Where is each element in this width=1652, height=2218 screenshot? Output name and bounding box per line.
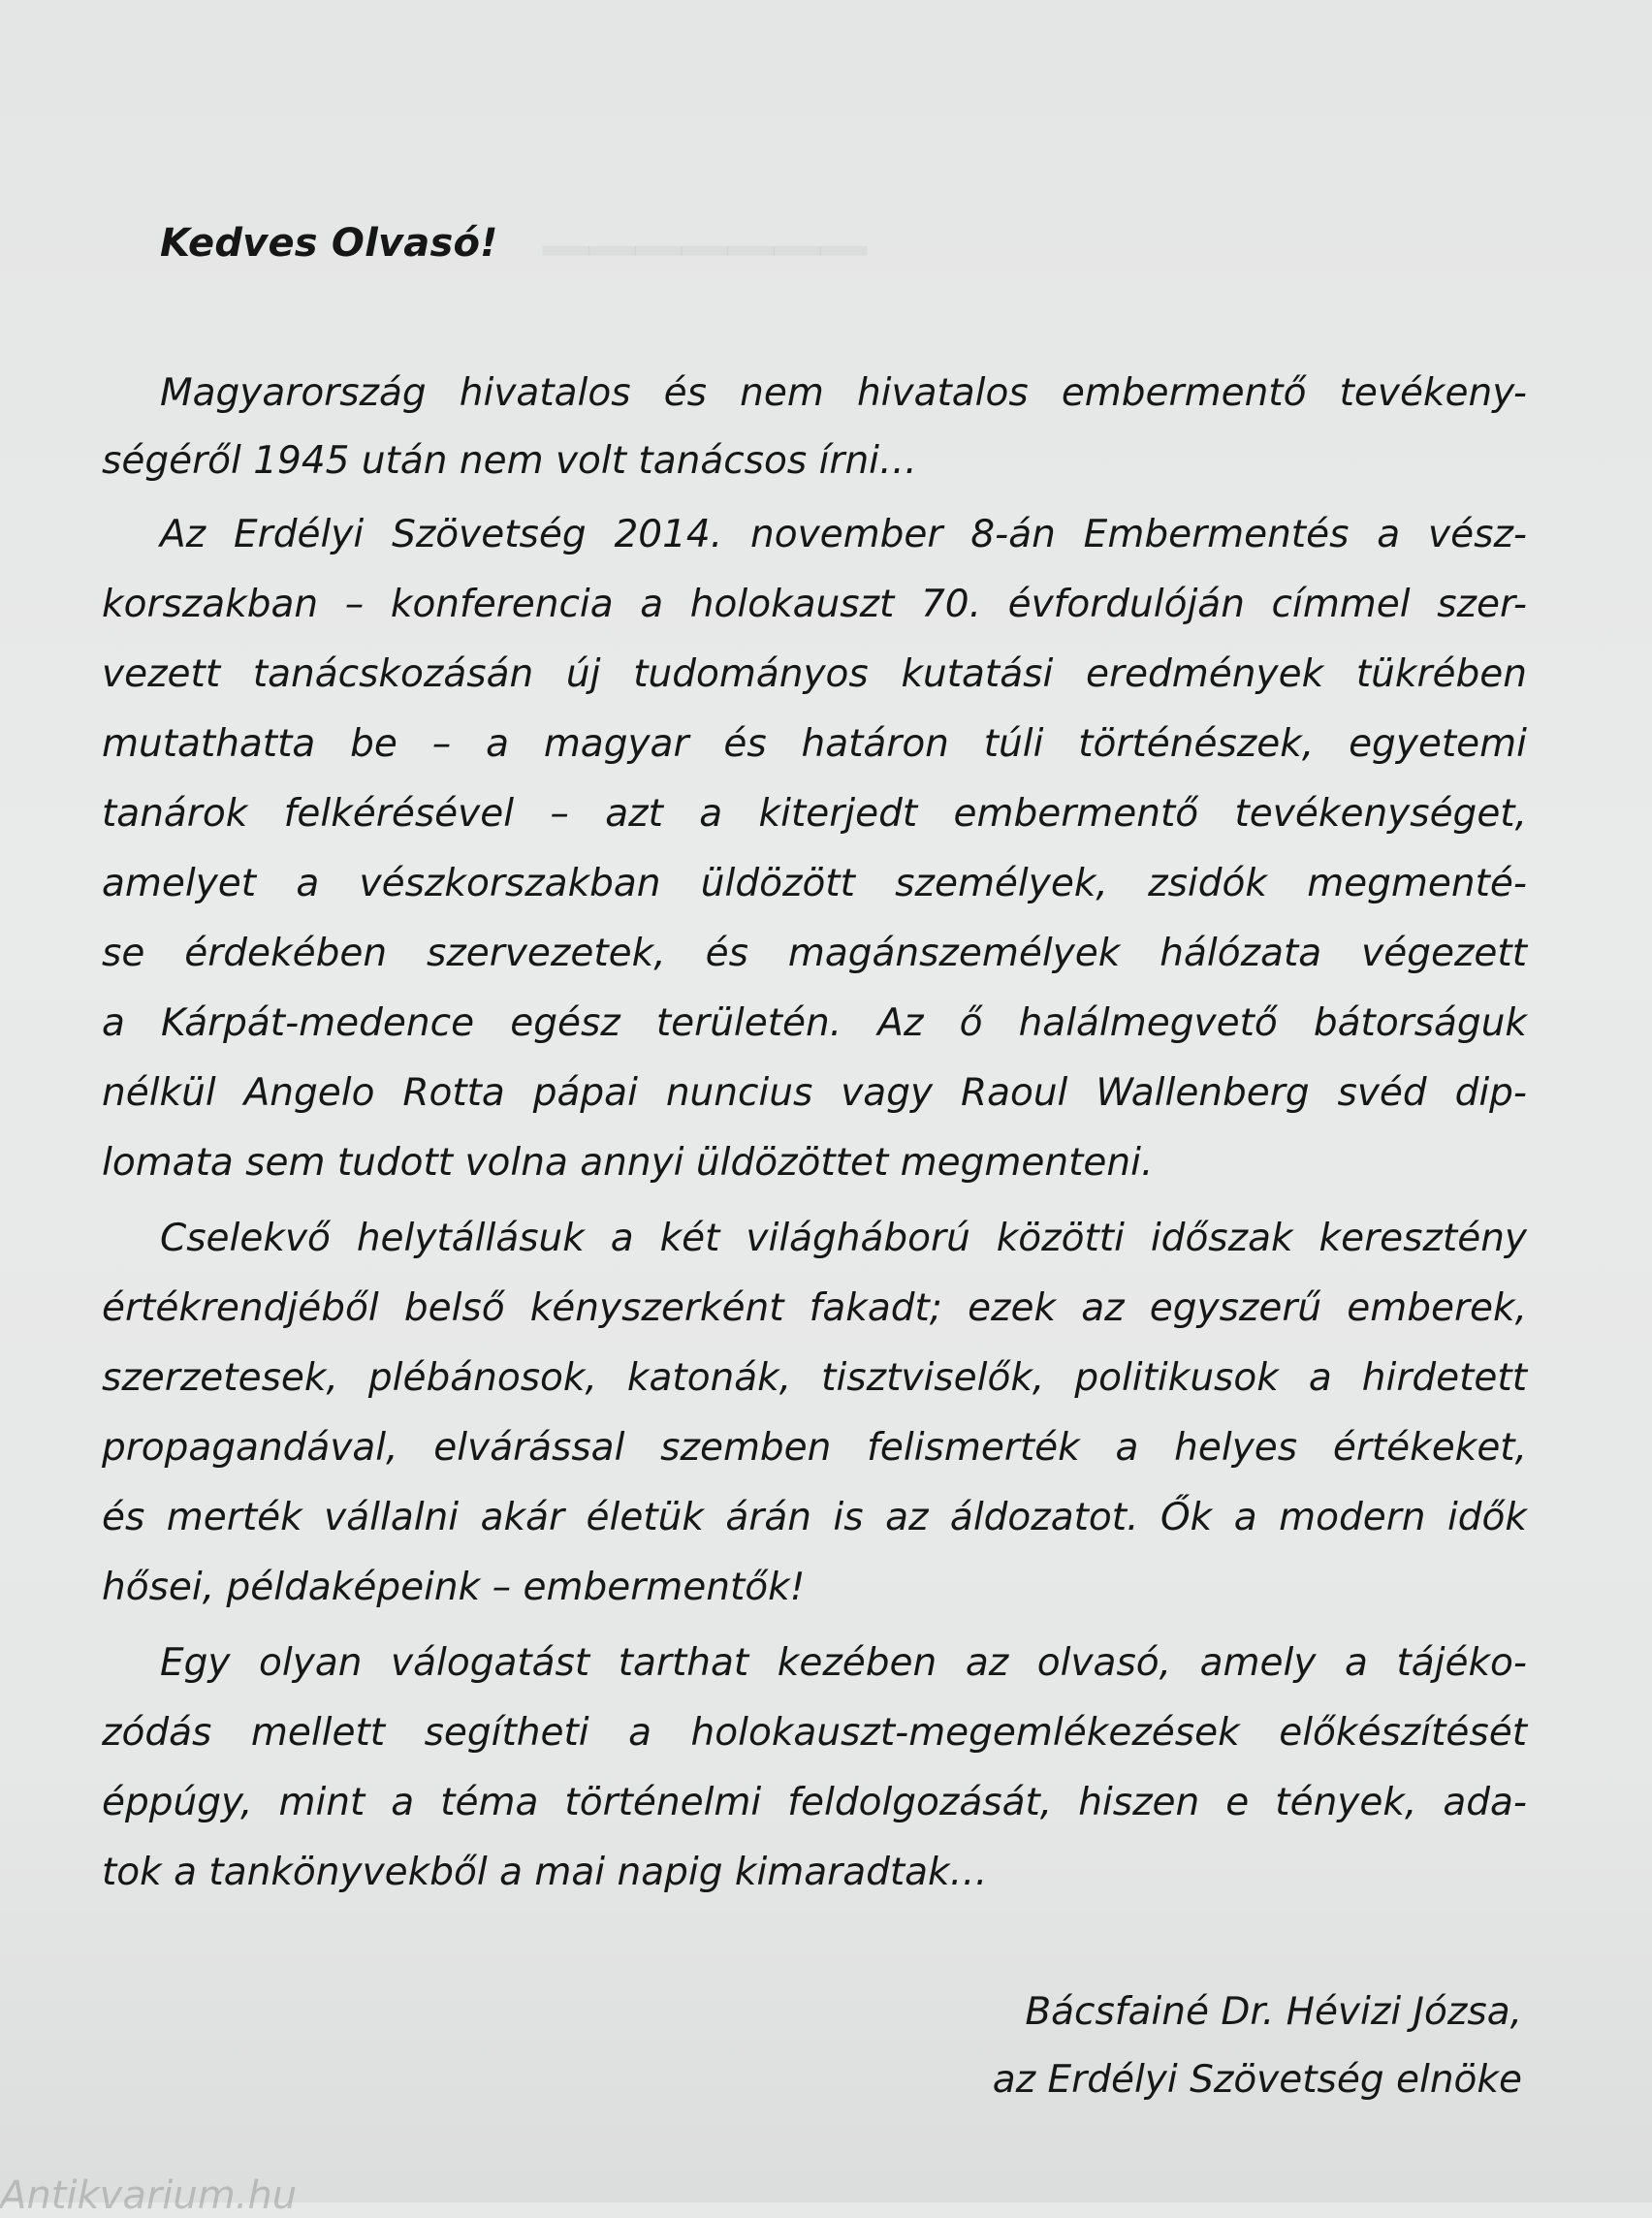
text-line: vezett tanácskozásán új tudományos kutatási eredmények tükrében (102, 652, 1527, 696)
text-line: szerzetesek, plébánosok, katonák, tisztviselők, politikusok a hirdetett (102, 1356, 1527, 1400)
text-line: Cselekvő helytállásuk a két világháború közötti időszak keresztény (160, 1217, 1527, 1260)
text-line: nélkül Angelo Rotta pápai nuncius vagy Raoul Wallenberg svéd dip- (102, 1071, 1527, 1115)
text-line: zódás mellett segítheti a holokauszt-megemlékezések előkészítését (102, 1711, 1527, 1755)
text-line: lomata sem tudott volna annyi üldözöttet megmenteni. (102, 1141, 1154, 1185)
text-line: propagandával, elvárással szemben felismerték a helyes értékeket, (102, 1426, 1527, 1470)
text-line: mutathatta be – a magyar és határon túli történészek, egyetemi (102, 722, 1527, 766)
text-line: amelyet a vészkorszakban üldözött személyek, zsidók megmenté- (102, 862, 1527, 905)
show-through-text: ▁▁▁▁▁▁▁ (543, 184, 867, 255)
text-line: éppúgy, mint a téma történelmi feldolgozását, hiszen e tények, ada- (102, 1781, 1527, 1824)
text-line: Az Erdélyi Szövetség 2014. november 8-án Embermentés a vész- (160, 513, 1527, 556)
text-line: se érdekében szervezetek, és magánszemélyek hálózata végezett (102, 932, 1527, 975)
signature-name: Bácsfainé Dr. Hévizi Józsa, (1025, 1990, 1522, 2034)
text-line: hősei, példaképeink – embermentők! (102, 1566, 806, 1609)
text-line: értékrendjéből belső kényszerként fakadt; ezek az egyszerű emberek, (102, 1286, 1527, 1330)
signature-title: az Erdélyi Szövetség elnöke (992, 2058, 1522, 2102)
text-line: korszakban – konferencia a holokauszt 70. évfordulóján címmel szer- (102, 583, 1527, 626)
watermark: Antikvarium.hu (0, 2173, 298, 2218)
text-line: tanárok felkérésével – azt a kiterjedt embermentő tevékenységet, (102, 792, 1527, 836)
salutation: Kedves Olvasó! (160, 221, 498, 266)
text-line: tok a tankönyvekből a mai napig kimaradtak… (102, 1851, 988, 1894)
text-line: a Kárpát-medence egész területén. Az ő halálmegvető bátorságuk (102, 1001, 1527, 1045)
text-line: Magyarország hivatalos és nem hivatalos embermentő tevékeny- (160, 371, 1527, 415)
text-line: ségéről 1945 után nem volt tanácsos írni… (102, 439, 917, 483)
text-line: Egy olyan válogatást tarthat kezében az olvasó, amely a tájéko- (160, 1641, 1527, 1685)
text-line: és merték vállalni akár életük árán is az áldozatot. Ők a modern idők (102, 1496, 1527, 1539)
